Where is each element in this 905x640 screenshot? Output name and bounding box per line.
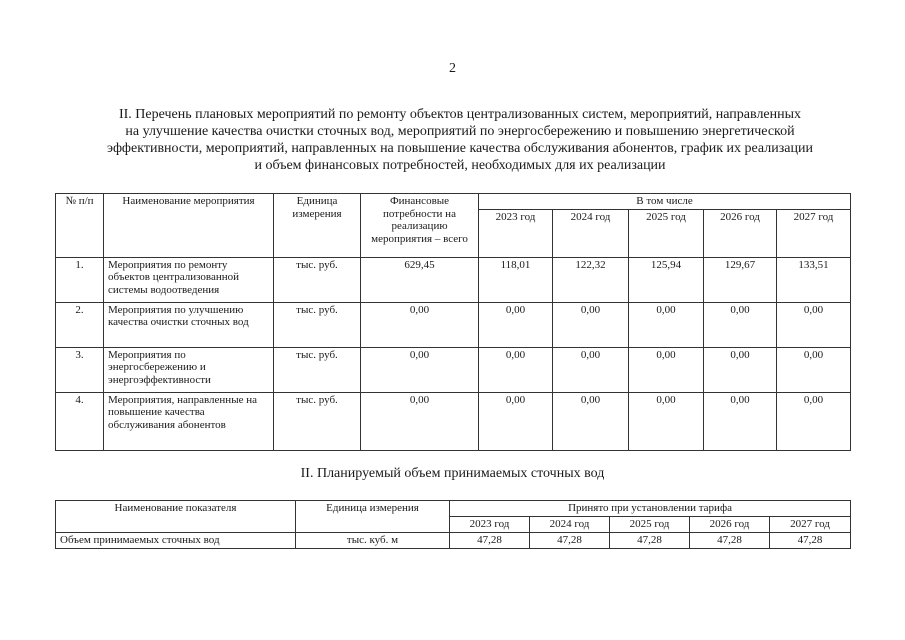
heading-line: эффективности, мероприятий, направленных на повышение качества обслуживания абонентов, график их реализации bbox=[107, 141, 813, 156]
row-year-value: 47,28 bbox=[690, 533, 770, 549]
row-year-value: 129,67 bbox=[704, 257, 777, 302]
row-name: Мероприятия по улучшению качества очистки сточных вод bbox=[104, 302, 274, 347]
header-year: 2024 год bbox=[530, 517, 610, 533]
row-year-value: 118,01 bbox=[479, 257, 553, 302]
table-row bbox=[56, 392, 851, 450]
row-num: 2. bbox=[56, 302, 104, 347]
row-year-value: 0,00 bbox=[553, 392, 629, 450]
row-year-value: 0,00 bbox=[553, 347, 629, 392]
page-number: 2 bbox=[449, 61, 456, 76]
table-header-row bbox=[56, 194, 851, 210]
table-row bbox=[56, 302, 851, 347]
row-year-value: 0,00 bbox=[629, 392, 704, 450]
header-name: Наименование мероприятия bbox=[104, 194, 274, 258]
row-year-value: 47,28 bbox=[530, 533, 610, 549]
activities-table bbox=[55, 193, 851, 451]
section-title: II. Планируемый объем принимаемых сточных вод bbox=[300, 466, 605, 481]
header-year: 2024 год bbox=[553, 209, 629, 257]
row-year-value: 0,00 bbox=[704, 347, 777, 392]
header-year: 2027 год bbox=[770, 517, 851, 533]
row-unit: тыс. руб. bbox=[274, 392, 361, 450]
row-total: 0,00 bbox=[361, 347, 479, 392]
header-year: 2026 год bbox=[704, 209, 777, 257]
header-unit: Единица измерения bbox=[296, 501, 450, 533]
row-year-value: 0,00 bbox=[777, 392, 851, 450]
header-year: 2025 год bbox=[610, 517, 690, 533]
row-year-value: 47,28 bbox=[450, 533, 530, 549]
row-year-value: 122,32 bbox=[553, 257, 629, 302]
header-year: 2026 год bbox=[690, 517, 770, 533]
row-year-value: 47,28 bbox=[770, 533, 851, 549]
row-year-value: 0,00 bbox=[629, 302, 704, 347]
header-year: 2027 год bbox=[777, 209, 851, 257]
heading-line: и объем финансовых потребностей, необходимых для их реализации bbox=[254, 158, 666, 173]
table-row bbox=[56, 257, 851, 302]
row-name: Мероприятия по энергосбережению и энергоэффективности bbox=[104, 347, 274, 392]
header-year: 2023 год bbox=[450, 517, 530, 533]
row-year-value: 0,00 bbox=[704, 302, 777, 347]
row-unit: тыс. куб. м bbox=[296, 533, 450, 549]
header-year: 2023 год bbox=[479, 209, 553, 257]
header-group: В том числе bbox=[479, 194, 851, 210]
heading-line: на улучшение качества очистки сточных вод, мероприятий по энергосбережению и повышению энергетической bbox=[125, 124, 795, 139]
header-name: Наименование показателя bbox=[56, 501, 296, 533]
table-header-row bbox=[56, 501, 851, 517]
header-year: 2025 год bbox=[629, 209, 704, 257]
row-num: 1. bbox=[56, 257, 104, 302]
wastewater-volume-table bbox=[55, 500, 851, 549]
header-finance: Финансовые потребности на реализацию мероприятия – всего bbox=[361, 194, 479, 258]
heading-line: II. Перечень плановых мероприятий по ремонту объектов централизованных систем, мероприятий, направленных bbox=[118, 107, 802, 122]
row-unit: тыс. руб. bbox=[274, 257, 361, 302]
header-num: № п/п bbox=[56, 194, 104, 258]
table-row bbox=[56, 533, 851, 549]
row-name: Мероприятия, направленные на повышение качества обслуживания абонентов bbox=[104, 392, 274, 450]
table-row bbox=[56, 347, 851, 392]
row-unit: тыс. руб. bbox=[274, 302, 361, 347]
row-total: 0,00 bbox=[361, 302, 479, 347]
row-total: 629,45 bbox=[361, 257, 479, 302]
row-year-value: 0,00 bbox=[479, 392, 553, 450]
row-year-value: 0,00 bbox=[479, 347, 553, 392]
row-total: 0,00 bbox=[361, 392, 479, 450]
row-year-value: 0,00 bbox=[777, 302, 851, 347]
row-year-value: 133,51 bbox=[777, 257, 851, 302]
header-unit: Единица измерения bbox=[274, 194, 361, 258]
row-year-value: 0,00 bbox=[553, 302, 629, 347]
row-year-value: 47,28 bbox=[610, 533, 690, 549]
document-heading bbox=[40, 106, 880, 174]
row-year-value: 0,00 bbox=[629, 347, 704, 392]
row-name: Мероприятия по ремонту объектов централизованной системы водоотведения bbox=[104, 257, 274, 302]
row-num: 4. bbox=[56, 392, 104, 450]
row-unit: тыс. руб. bbox=[274, 347, 361, 392]
row-year-value: 0,00 bbox=[479, 302, 553, 347]
row-name: Объем принимаемых сточных вод bbox=[56, 533, 296, 549]
row-year-value: 0,00 bbox=[704, 392, 777, 450]
row-year-value: 0,00 bbox=[777, 347, 851, 392]
header-group: Принято при установлении тарифа bbox=[450, 501, 851, 517]
row-num: 3. bbox=[56, 347, 104, 392]
row-year-value: 125,94 bbox=[629, 257, 704, 302]
